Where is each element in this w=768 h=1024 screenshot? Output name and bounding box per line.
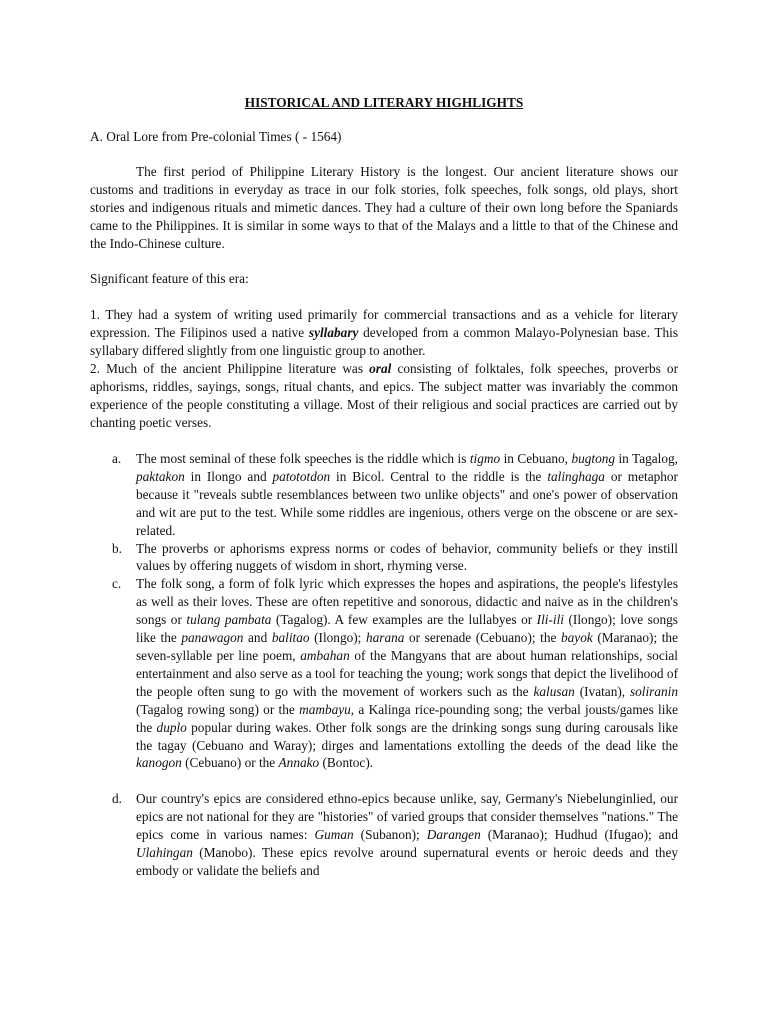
features-heading: Significant feature of this era: bbox=[90, 271, 249, 286]
list-marker: a. bbox=[112, 451, 122, 466]
section-heading: A. Oral Lore from Pre-colonial Times ( - 1564) bbox=[90, 129, 342, 144]
document-title: HISTORICAL AND LITERARY HIGHLIGHTS bbox=[244, 95, 524, 110]
list-item-c: c. The folk song, a form of folk lyric which expresses the hopes and aspirations, the people's lifestyles as well as their loves. These are often repetitive and sonorous, didactic and naive as in the children's songs or tulang pambata (Tagalog). A few examples are the lullabyes or Ili-ili (Ilongo); love songs like the panawagon and balitao (Ilongo); harana or serenade (Cebuano); the bayok (Maranao); the seven-syllable per line poem, ambahan of the Mangyans that are about human relationships, social entertainment and also serve as a tool for teaching the young; work songs that depict the livelihood of the people often sung to go with the movement of workers such as the kalusan (Ivatan), soliranin (Tagalog rowing song) or the mambayu, a Kalinga rice-pounding song; the verbal jousts/games like the duplo popular during wakes. Other folk songs are the drinking songs sung during carousals like the tagay (Cebuano and Waray); dirges and lamentations extolling the deeds of the dead like the kanogon (Cebuano) or the Annako (Bontoc). bbox=[112, 576, 679, 771]
emphasis-oral: oral bbox=[369, 361, 392, 376]
list-marker: b. bbox=[112, 540, 122, 556]
list-marker: c. bbox=[112, 576, 122, 592]
feature-2: 2. Much of the ancient Philippine literature was oral consisting of folktales, folk speeches, proverbs or aphorisms, riddles, sayings, songs, ritual chants, and epics. The subject matter was invariably the common experience of the people constituting a village. Most of their religious and social practices are carried out by chanting poetic verses. bbox=[90, 361, 679, 430]
feature-list bbox=[112, 450, 678, 880]
feature-1: 1. They had a system of writing used primarily for commercial transactions and as a vehicle for literary expression. The Filipinos used a native syllabary developed from a common Malayo-Polynesian base. This syllabary differed slightly from one linguistic group to another. bbox=[90, 307, 678, 358]
list-item-d: d. Our country's epics are considered ethno-epics because unlike, say, Germany's Niebelunginlied, our epics are not national for they are "histories" of varied groups that consider themselves "nations." The epics come in various names: Guman (Subanon); Darangen (Maranao); Hudhud (Ifugao); and Ulahingan (Manobo). These epics revolve around supernatural events or heroic deeds and they embody or validate the beliefs and bbox=[112, 791, 678, 878]
list-item-b: b. The proverbs or aphorisms express norms or codes of behavior, community beliefs or they instill values by offering nuggets of wisdom in short, rhyming verse. bbox=[112, 540, 678, 574]
emphasis-syllabary: syllabary bbox=[308, 324, 359, 340]
list-item-a: a. The most seminal of these folk speeches is the riddle which is tigmo in Cebuano, bugtong in Tagalog, paktakon in Ilongo and patototdon in Bicol. Central to the riddle is the talinghaga or metaphor because it "reveals subtle resemblances between two unlike objects" and one's power of observation and wit are put to the test. While some riddles are ingenious, others verge on the obscene or are sex-related. bbox=[112, 451, 678, 538]
list-marker: d. bbox=[112, 791, 122, 807]
intro-paragraph: The first period of Philippine Literary History is the longest. Our ancient literature shows our customs and traditions in everyday as trace in our folk stories, folk speeches, folk songs, old plays, short stories and indigenous rituals and mimetic dances. They had a culture of their own long before the Spaniards came to the Philippines. It is similar in some ways to that of the Malays and a little to that of the Chinese and the Indo-Chinese culture. bbox=[90, 164, 678, 251]
